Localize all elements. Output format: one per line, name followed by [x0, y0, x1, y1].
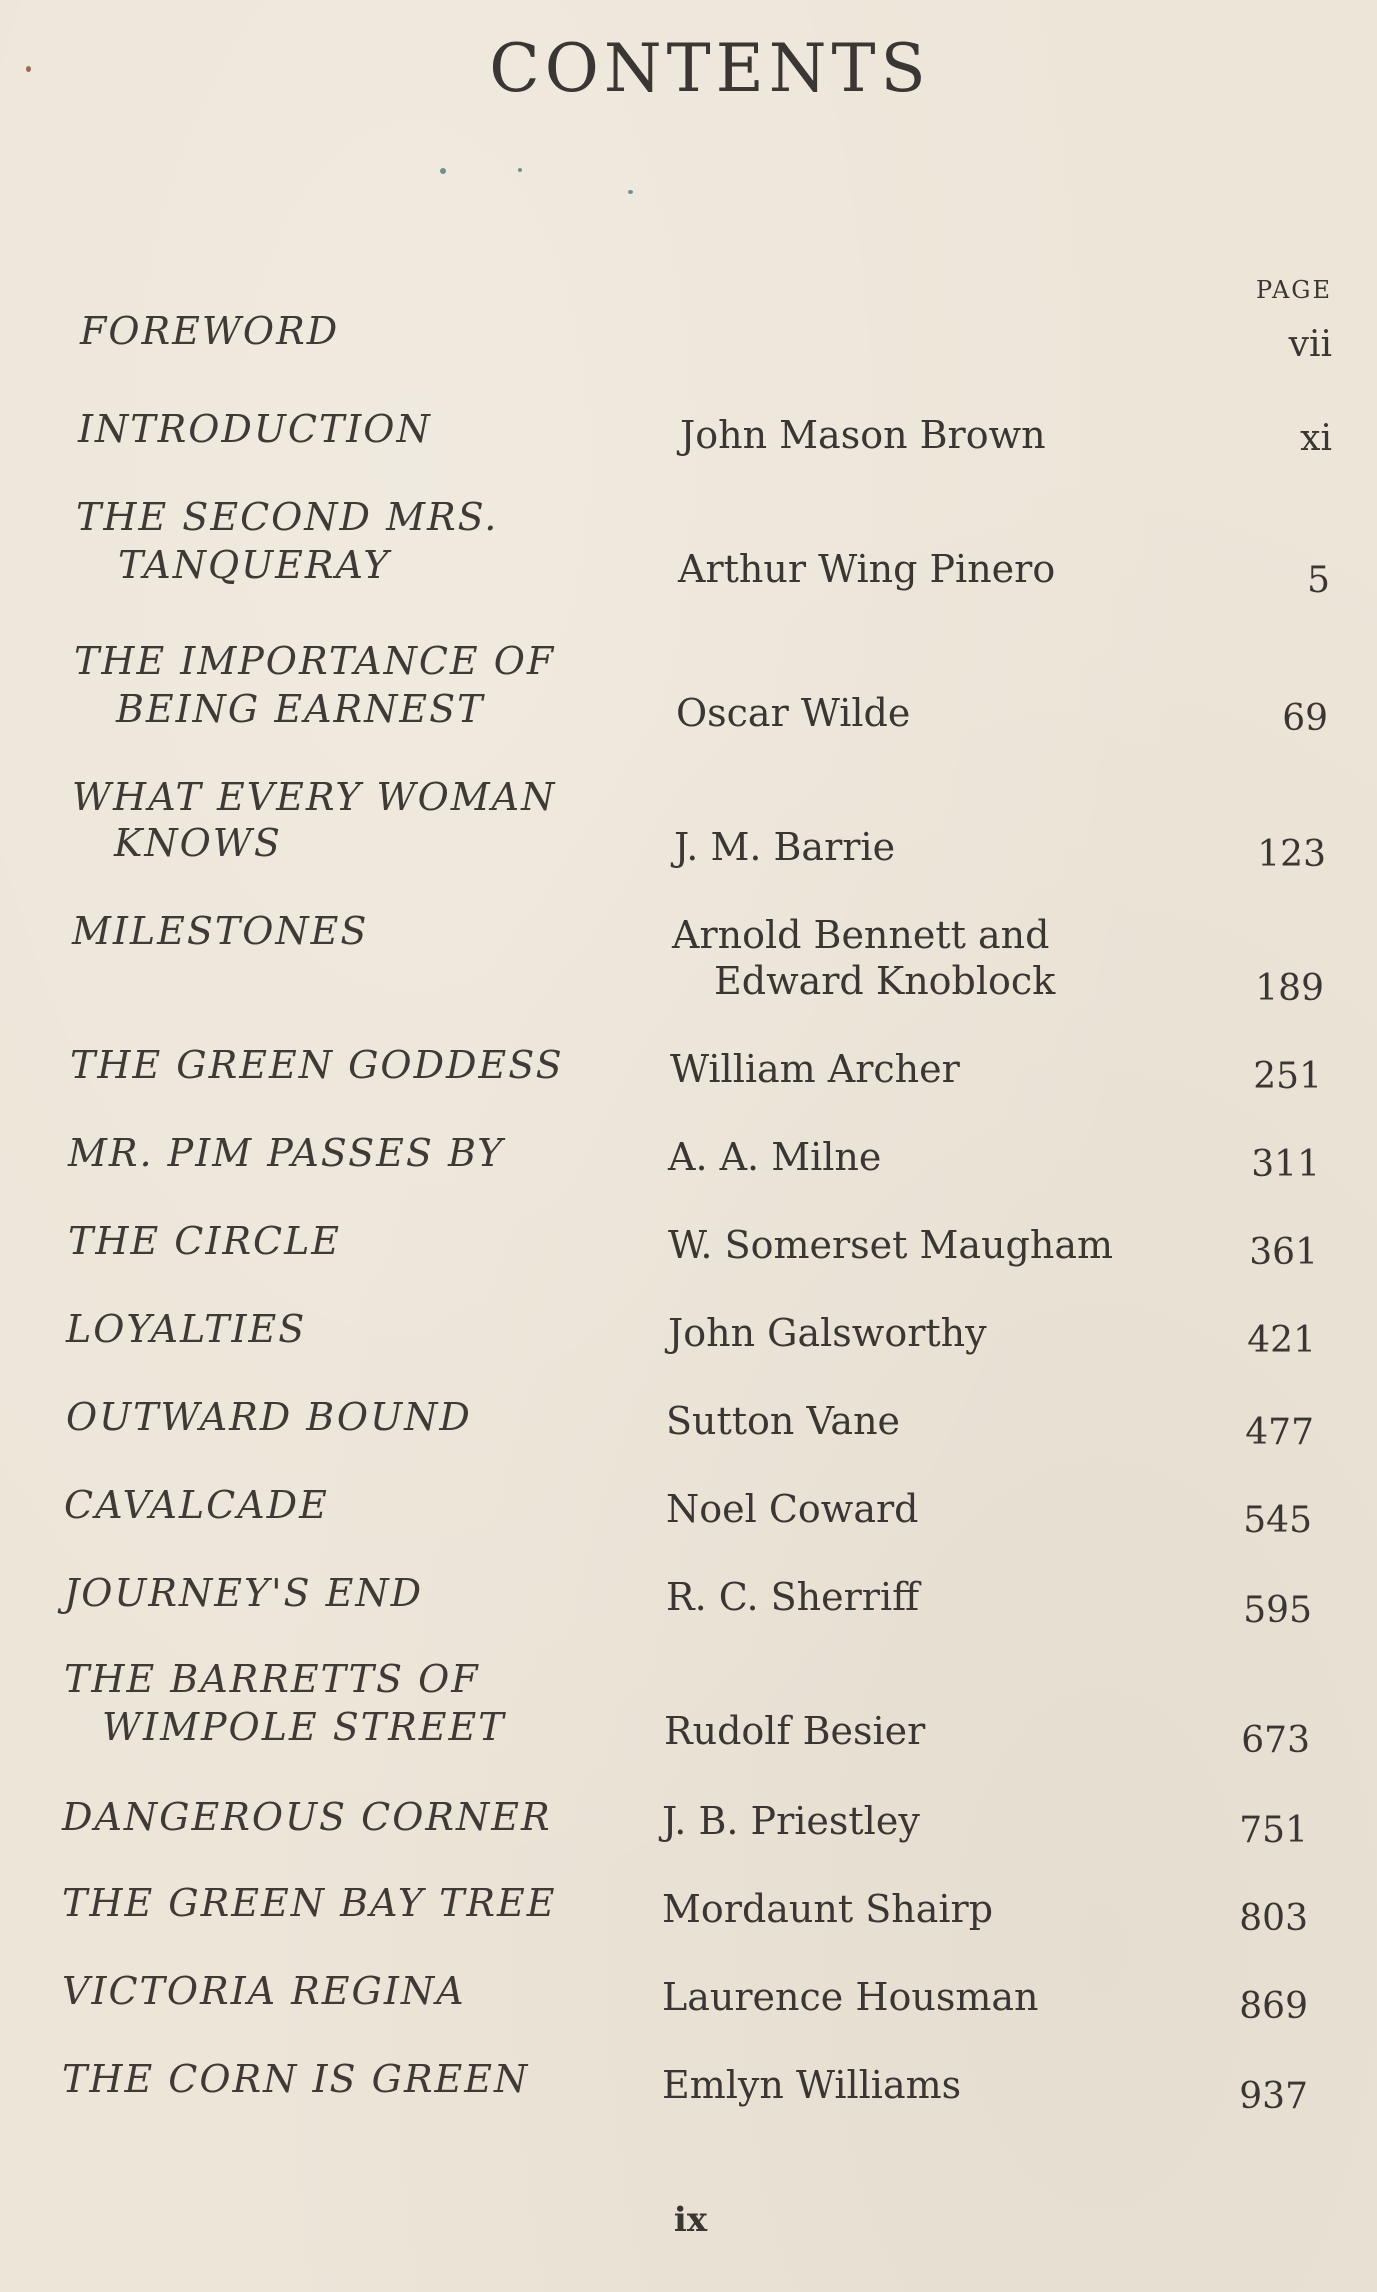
toc-author: Sutton Vane	[666, 1399, 901, 1443]
toc-page-number: 421	[1247, 1320, 1316, 1361]
ink-speck	[26, 66, 31, 72]
toc-author: Noel Coward	[666, 1487, 919, 1531]
toc-author-continued: Edward Knoblock	[714, 959, 1056, 1003]
page-folio: ix	[673, 2200, 708, 2240]
toc-title-continued: WIMPOLE STREET	[102, 1705, 506, 1749]
toc-page-number: 869	[1239, 1986, 1308, 2027]
toc-author: Rudolf Besier	[664, 1709, 926, 1753]
toc-author: A. A. Milne	[668, 1135, 882, 1179]
toc-author: R. C. Sherriff	[666, 1575, 920, 1619]
toc-title: MILESTONES	[72, 909, 369, 953]
toc-author: Emlyn Williams	[662, 2063, 962, 2107]
toc-page-number: 595	[1243, 1590, 1312, 1631]
toc-title: VICTORIA REGINA	[62, 1969, 466, 2013]
ink-speck	[440, 168, 446, 174]
toc-title: THE IMPORTANCE OF	[74, 639, 556, 683]
toc-title: LOYALTIES	[66, 1307, 307, 1351]
toc-page-number: 673	[1241, 1720, 1310, 1761]
toc-author: Arnold Bennett and	[672, 913, 1050, 957]
toc-title: JOURNEY'S END	[64, 1571, 424, 1615]
toc-title: THE GREEN GODDESS	[70, 1043, 564, 1087]
toc-title: FOREWORD	[80, 309, 340, 353]
toc-title-continued: TANQUERAY	[118, 543, 391, 587]
toc-title: WHAT EVERY WOMAN	[72, 775, 557, 819]
toc-title: THE BARRETTS OF	[64, 1657, 480, 1701]
toc-page-number: 361	[1249, 1232, 1318, 1273]
toc-title: THE CIRCLE	[68, 1219, 342, 1263]
toc-title: MR. PIM PASSES BY	[68, 1131, 505, 1175]
toc-author: John Mason Brown	[680, 413, 1046, 457]
toc-page-number: 69	[1282, 698, 1328, 739]
toc-author: Oscar Wilde	[676, 691, 911, 735]
ink-speck	[518, 168, 522, 172]
toc-author: Laurence Housman	[662, 1975, 1039, 2019]
toc-page-number: 311	[1251, 1144, 1320, 1185]
toc-page-number: 751	[1239, 1810, 1308, 1851]
toc-author: John Galsworthy	[668, 1311, 987, 1355]
toc-page-number: 545	[1243, 1500, 1312, 1541]
toc-title: THE CORN IS GREEN	[62, 2057, 530, 2101]
toc-title: THE SECOND MRS.	[76, 495, 499, 539]
toc-page-number: 251	[1253, 1056, 1322, 1097]
toc-author: W. Somerset Maugham	[668, 1223, 1114, 1267]
toc-title: INTRODUCTION	[78, 407, 432, 451]
page-column-header: PAGE	[1256, 276, 1332, 304]
toc-page-number: 477	[1245, 1412, 1314, 1453]
page-title: CONTENTS	[489, 30, 931, 107]
toc-page-number: vii	[1288, 324, 1332, 365]
toc-page-number: 937	[1239, 2076, 1308, 2117]
toc-page-number: 803	[1239, 1898, 1308, 1939]
toc-author: William Archer	[670, 1047, 960, 1091]
toc-author: J. B. Priestley	[662, 1799, 920, 1843]
toc-page-number: 5	[1307, 560, 1330, 601]
toc-title: OUTWARD BOUND	[66, 1395, 472, 1439]
toc-page-number: 123	[1257, 834, 1326, 875]
toc-author: Mordaunt Shairp	[662, 1887, 994, 1931]
toc-title: CAVALCADE	[64, 1483, 329, 1527]
toc-title: DANGEROUS CORNER	[62, 1795, 552, 1839]
toc-page-number: xi	[1300, 418, 1332, 459]
toc-title: THE GREEN BAY TREE	[62, 1881, 557, 1925]
toc-author: J. M. Barrie	[674, 825, 896, 869]
toc-title-continued: KNOWS	[114, 821, 282, 865]
toc-author: Arthur Wing Pinero	[678, 547, 1056, 591]
toc-page-number: 189	[1255, 968, 1324, 1009]
ink-speck	[628, 190, 633, 194]
toc-title-continued: BEING EARNEST	[116, 687, 485, 731]
